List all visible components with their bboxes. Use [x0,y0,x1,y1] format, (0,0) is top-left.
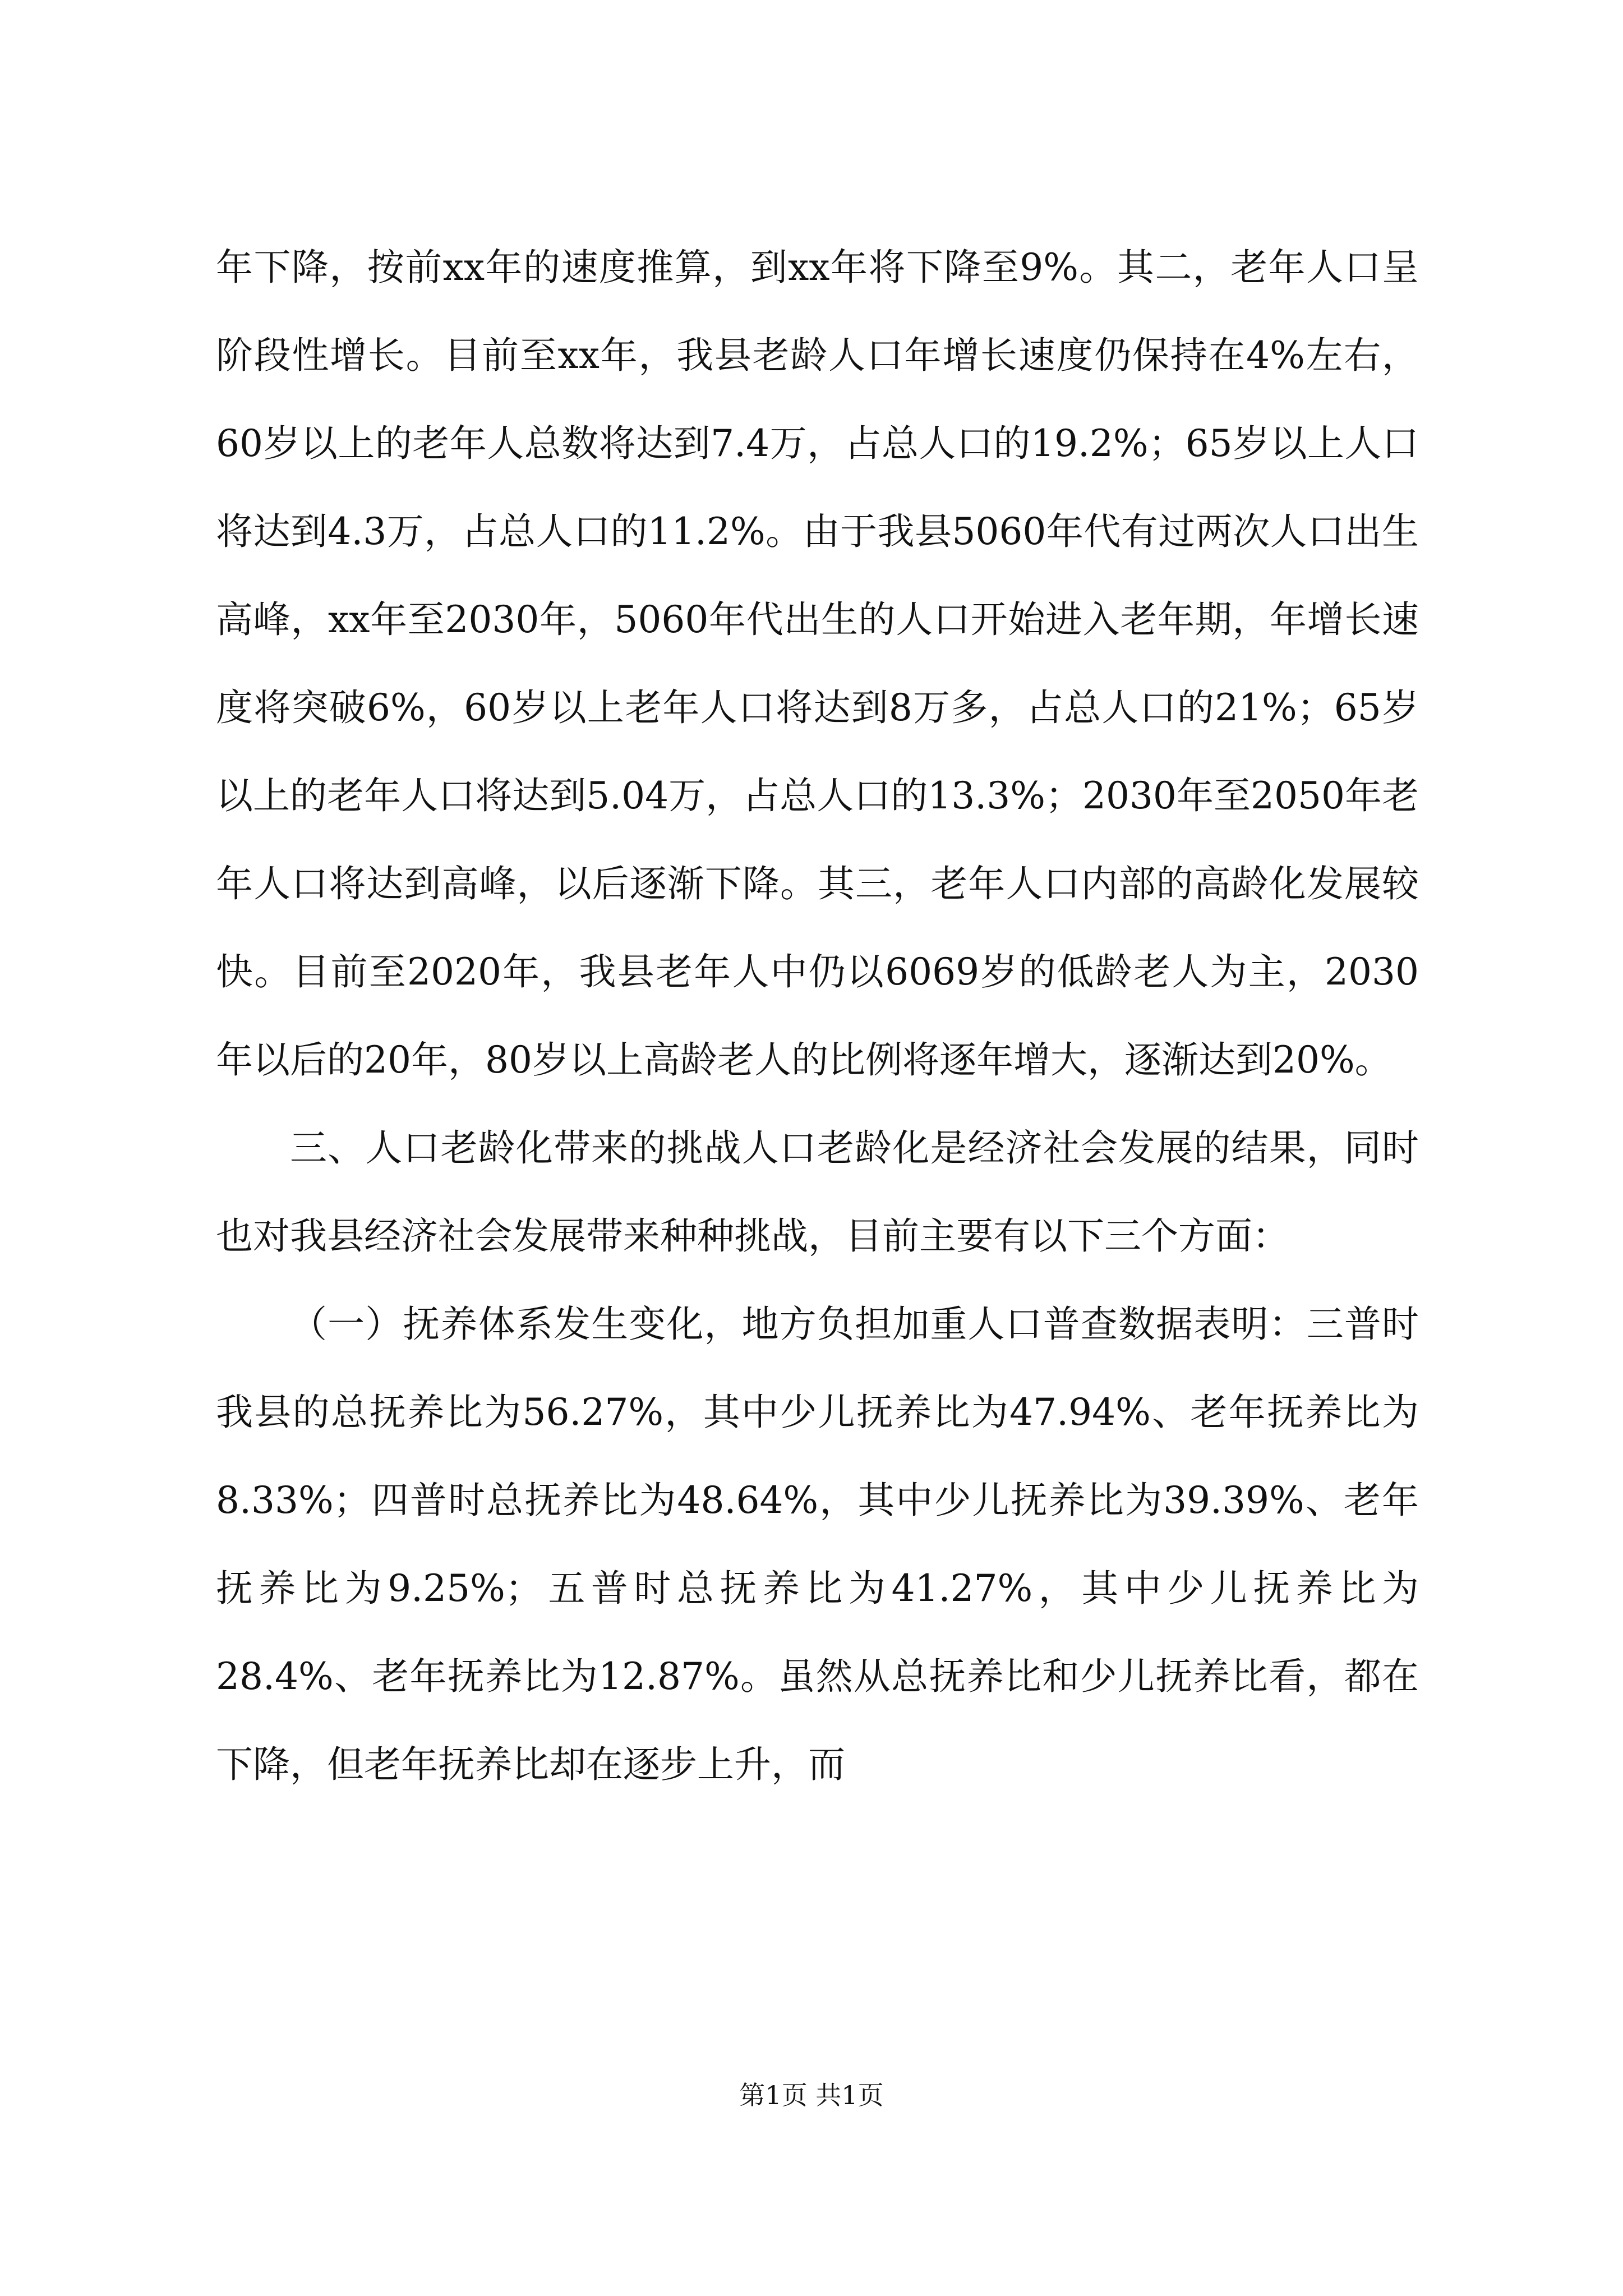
paragraph-dependency-ratio: （一）抚养体系发生变化，地方负担加重人口普查数据表明：三普时我县的总抚养比为56.27%，其中少儿抚养比为47.94%、老年抚养比为8.33%；四普时总抚养比为48.64%，其中少儿抚养比为39.39%、老年抚养比为9.25%；五普时总抚养比为41.27%，其中少儿抚养比为28.4%、老年抚养比为12.87%。虽然从总抚养比和少儿抚养比看，都在下降，但老年抚养比却在逐步上升，而 [216,1303,1419,1786]
paragraph-aging-challenges: 三、人口老龄化带来的挑战人口老龄化是经济社会发展的结果，同时也对我县经济社会发展带来种种挑战，目前主要有以下三个方面： [216,1126,1419,1258]
document-body [216,223,1419,1809]
paragraph-aging-trends: 年下降，按前xx年的速度推算，到xx年将下降至9%。其二，老年人口呈阶段性增长。目前至xx年，我县老龄人口年增长速度仍保持在4%左右，60岁以上的老年人总数将达到7.4万，占总人口的19.2%；65岁以上人口将达到4.3万，占总人口的11.2%。由于我县5060年代有过两次人口出生高峰，xx年至2030年，5060年代出生的人口开始进入老年期，年增长速度将突破6%，60岁以上老年人口将达到8万多，占总人口的21%；65岁以上的老年人口将达到5.04万，占总人口的13.3%；2030年至2050年老年人口将达到高峰，以后逐渐下降。其三，老年人口内部的高龄化发展较快。目前至2020年，我县老年人中仍以6069岁的低龄老人为主，2030年以后的20年，80岁以上高龄老人的比例将逐年增大，逐渐达到20%。 [216,246,1419,1082]
page-footer: 第1页 共1页 [739,2080,884,2110]
